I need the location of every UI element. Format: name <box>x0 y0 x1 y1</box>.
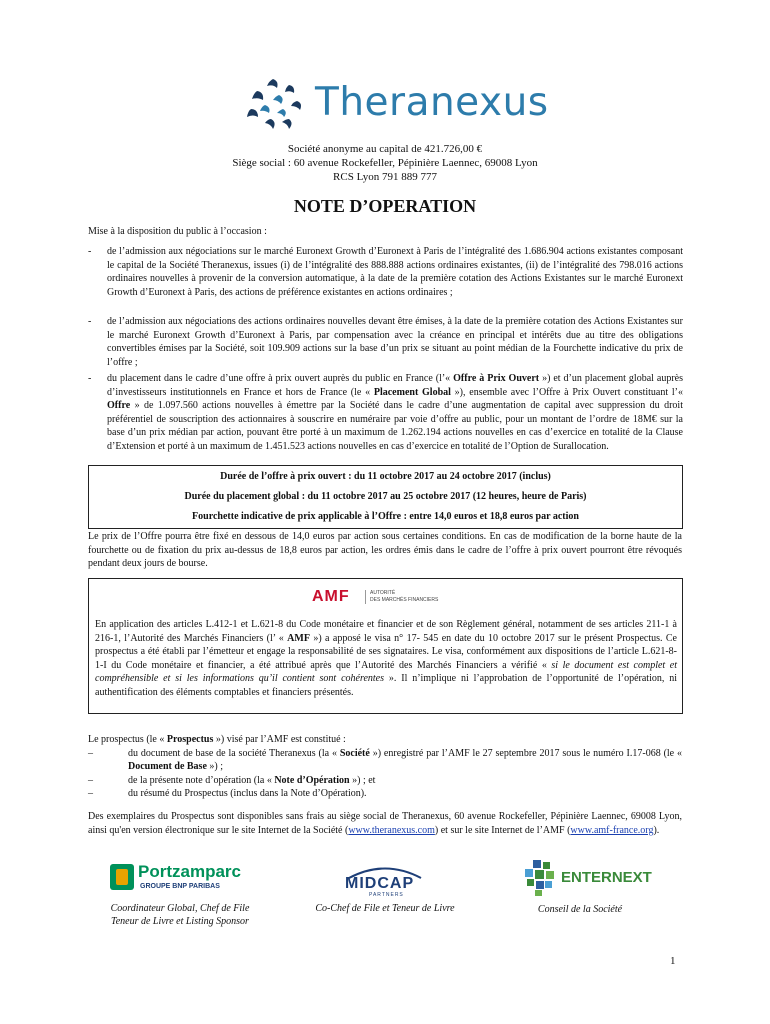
bullet-dash: - <box>88 246 92 257</box>
offer-duration-pg: Durée du placement global : du 11 octobre 2017 au 25 octobre 2017 (12 heures, heure de Paris) <box>184 491 587 502</box>
amf-text-part1: En application des articles L.412-1 et L.621-8 du Code monétaire et financier et de son Règlement général, notamment de ses articles 211-1 à 216-1, l’Autorité des Marchés Financiers (l’ « <box>95 619 677 644</box>
logo-text-thera: Thera <box>315 80 430 125</box>
midcap-name: MIDCAP <box>345 875 415 892</box>
bullet-text: de l’admission aux négociations des actions ordinaires nouvelles devant être émises, à la date de la première cotation des Actions Existantes sur le marché Euronext Growth d’Euronext à Paris, par compensation avec la créance en principal et intérêts due au titre des obligations convertibles émises par la Société, soit 109.909 actions sur la base d’un prix se situant au point médian de la Fourchette indicative du prix de l’offre ; <box>107 316 683 368</box>
company-rcs: RCS Lyon 791 889 777 <box>333 171 437 183</box>
amf-logo <box>312 588 472 606</box>
prospectus-lead-part1: Le prospectus (le « <box>88 734 167 745</box>
midcap-role: Co-Chef de File et Teneur de Livre <box>315 903 455 914</box>
enternext-mosaic-icon <box>523 860 557 896</box>
offer-duration-opo: Durée de l’offre à prix ouvert : du 11 octobre 2017 au 24 octobre 2017 (inclus) <box>220 471 551 482</box>
list-dash: – <box>88 774 93 786</box>
bullet3-term-opo: Offre à Prix Ouvert <box>453 373 540 384</box>
amf-logo-sub2: DES MARCHÉS FINANCIERS <box>370 597 439 603</box>
midcap-logo <box>345 865 425 897</box>
portzamparc-group: GROUPE BNP PARIBAS <box>140 883 220 890</box>
enternext-name: ENTERNEXT <box>561 869 652 886</box>
bullet3-term-offre: Offre <box>107 400 131 411</box>
prospectus-item-text: du résumé du Prospectus (inclus dans la Note d’Opération). <box>128 788 367 799</box>
intro-text: Mise à la disposition du public à l’occasion : <box>88 226 267 237</box>
bullet3-part3: »), ensemble avec l’Offre à Prix Ouvert constituant l’« <box>450 386 684 398</box>
amf-term: AMF <box>287 632 310 644</box>
portzamparc-logo <box>110 862 241 894</box>
prospectus-item <box>88 787 682 801</box>
portzamparc-role-line2: Teneur de Livre et Listing Sponsor <box>111 916 249 927</box>
amf-text-part3: ». Il n’implique ni l’approbation de l’opportunité de l’opération, ni authentification des éléments comptables et financiers présentés. <box>95 673 677 698</box>
logo-wordmark <box>315 77 549 129</box>
bullet-dash: - <box>88 316 92 327</box>
prospectus-item-text <box>128 747 682 774</box>
company-capital: Société anonyme au capital de 421.726,00 € <box>287 143 483 155</box>
company-info <box>0 142 770 184</box>
item1-part2: ») enregistré par l’AMF le 27 septembre 2017 sous le numéro I.17-068 (le « <box>369 747 682 759</box>
item2-part2: ») ; et <box>349 774 376 786</box>
bullet-item <box>88 372 683 453</box>
item1-part1: du document de base de la société Theranexus (la « <box>128 747 340 759</box>
item1-term-document-de-base: Document de Base <box>128 761 207 772</box>
logo-text-nexus: nexus <box>429 80 549 125</box>
page-number: 1 <box>670 955 676 967</box>
amf-visa-box <box>88 578 683 714</box>
prospectus-term: Prospectus <box>166 734 214 745</box>
amf-quote: si le document est complet et compréhensible et si les informations qu’il contient sont cohérentes <box>95 659 677 684</box>
dispo-part2: ) et sur le site Internet de l’AMF ( <box>434 824 571 836</box>
amf-website-link[interactable]: www.amf-france.org <box>570 824 654 836</box>
prospectus-item <box>88 774 682 788</box>
bullet3-part2: ») et d’un placement global auprès d’investisseurs institutionnels en France et hors de France (le « <box>107 373 683 398</box>
prospectus-section <box>88 733 682 801</box>
amf-logo-sub1: AUTORITÉ <box>370 590 396 596</box>
bullet3-part1: du placement dans le cadre d’une offre à prix ouvert auprès du public en France (l’« <box>107 373 454 384</box>
price-range: Fourchette indicative de prix applicable à l’Offre : entre 14,0 euros et 18,8 euros par action <box>192 511 579 522</box>
bullet-dash: - <box>88 373 92 384</box>
list-dash: – <box>88 788 93 799</box>
theranexus-logo <box>245 75 549 137</box>
list-dash: – <box>88 747 93 759</box>
enternext-logo <box>523 860 652 896</box>
item2-term: Note d’Opération <box>274 774 350 786</box>
price-paragraph: Le prix de l’Offre pourra être fixé en dessous de 14,0 euros par action sous certaines conditions. En cas de modification de la borne haute de la fourchette ou de fixation du prix au-dessus de 18,8 euros par action, les ordres émis dans le cadre de l’offre à prix ouvert pourront être révoqués pendant deux jours de bourse. <box>88 531 682 569</box>
item1-term-societe: Société <box>339 747 370 759</box>
bullet-text: de l’admission aux négociations sur le marché Euronext Growth d’Euronext à Paris de l’intégralité des 1.686.904 actions existantes composant le capital de la Société Theranexus, issues (i) de l’intégralité des 888.888 actions ordinaires existantes, (ii) de l’intégralité des 798.016 actions ordinaires nouvelles à provenir de la conversion automatique, à la date de la première cotation des Actions Existantes sur le marché Euronext Growth d’Euronext à Paris, des actions de préférence existantes en actions ordinaires ; <box>107 246 683 298</box>
amf-visa-text <box>95 618 677 699</box>
dispo-part3: ). <box>653 824 660 836</box>
company-address: Siège social : 60 avenue Rockefeller, Pépinière Laennec, 69008 Lyon <box>232 157 538 169</box>
bullet-item <box>88 245 683 299</box>
dispo-part1: Des exemplaires du Prospectus sont disponibles sans frais au siège social de Theranexus, 60 avenue Rockefeller, Pépinière Laennec, 69008 Lyon, ainsi qu'en version électronique sur le site Internet de la Société ( <box>88 811 682 836</box>
bullet-item <box>88 315 683 369</box>
prospectus-lead-part2: ») visé par l’AMF est constitué : <box>213 734 346 745</box>
offer-dates-box <box>88 465 683 529</box>
item1-part3: ») ; <box>206 761 223 772</box>
amf-logo-divider <box>365 590 366 604</box>
theranexus-website-link[interactable]: www.theranexus.com <box>348 824 435 836</box>
bullet-text <box>107 372 683 453</box>
portzamparc-logo-mark-inner <box>116 869 128 885</box>
bullet3-part4: » de 1.097.560 actions nouvelles à émettre par la Société dans le cadre d’une augmentation de capital avec suppression du droit préférentiel de souscription des actionnaires à souscrire en numéraire par voie d’offre au public, pour un montant de l’ordre de 18M€ sur la base d’un prix médian par action, pouvant être porté à un maximum de 1.262.194 actions nouvelles en cas d’exercice en totalité de la Clause d’Extension et porté à un maximum de 1.451.523 actions nouvelles en cas d’exercice en totalité de l’Option de Surallocation. <box>107 400 683 452</box>
prospectus-item-text <box>128 774 682 788</box>
enternext-role: Conseil de la Société <box>537 904 623 915</box>
document-title: NOTE D’OPERATION <box>293 196 477 216</box>
portzamparc-role <box>90 902 270 928</box>
portzamparc-role-line1: Coordinateur Global, Chef de File <box>110 903 250 914</box>
theranexus-bird-icon <box>245 75 315 137</box>
prospectus-lead <box>88 733 682 747</box>
amf-logo-text: AMF <box>312 588 350 605</box>
midcap-sub: PARTNERS <box>369 892 404 898</box>
amf-text-part2: ») a apposé le visa n° 17- 545 en date du 10 octobre 2017 sur le présent Prospectus. Ce prospectus a été établi par l’émetteur et engage la responsabilité de ses signataires. Le visa, conformément aux dispositions de l’article L.621-8-1-I du Code monétaire et financier, a été attribué après que l’Autorité des Marchés Financiers a vérifié « <box>95 632 677 671</box>
availability-paragraph <box>88 810 682 837</box>
item2-part1: de la présente note d’opération (la « <box>128 774 275 786</box>
portzamparc-name: Portzamparc <box>138 862 241 881</box>
bullet3-term-pg: Placement Global <box>373 386 451 398</box>
prospectus-item <box>88 747 682 774</box>
